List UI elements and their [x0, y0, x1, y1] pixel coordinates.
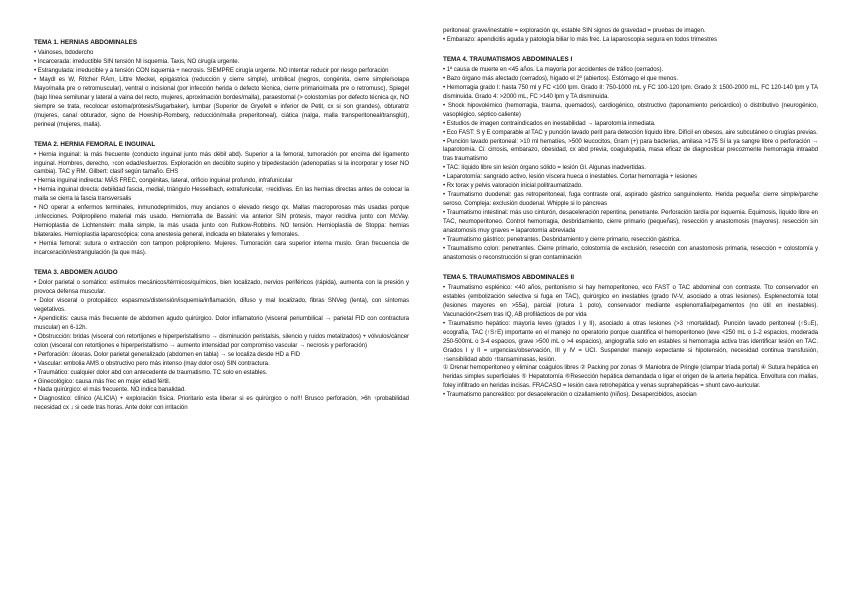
paragraph: • Dolor parietal o somático: estímulos mecánicos/térmicos/químicos, bien localizado, nervios periféricos (rápida), aumenta con la presión y provoca defensa muscular. — [34, 279, 409, 295]
paragraph: • Estudios de imagen contraindicados en inestabilidad → laparotomía inmediata. — [443, 119, 656, 127]
paragraph: • Traumatismo intestinal: más uso cinturón, desaceleración repentina, penetrante. Perforación tardía por isquemia. Equimosis, líquido libre en TAC, neumoperitoneo. Control hemorragia, desbridamiento, cierre primario (pequeñas), resección y anastomosis (mayores). resección sin anastomosis muy graves = laparotomía abreviada — [443, 209, 818, 235]
left-column — [34, 30, 409, 413]
paragraph: • Bazo órgano más afectado (cerrados), hígado el 2º (abiertos). Estómago el que menos. — [443, 74, 678, 82]
paragraph: • Rx torax y pelvis valoración inicial politraumatizado. — [443, 182, 583, 190]
paragraph: • Traumatismo hepático: mayoría leves (grados I y II), asociado a otras lesiones (>3 ↑mortalidad). Punción lavado peritoneal (↑S↓E), ecografía, TAC (↑S↑E) importante en el manejo no operatorio porque cuantifica el hemoperitoneo (leve <250 mL o 1-2 espacios, moderada 250-500mL o 3-4 espacios, grave >500 mL o >4 espacios), angiografía solo en estables si hemorragia activa tras identificar lesión en TAC. Grados I y II = urgencias/observación, III y IV = UCI. Suspender manejo expectante si hipotensión, necesidad continua transfusión, ↑sensibilidad abdo ↑transaminasas, lesión. — [443, 319, 818, 363]
paragraph: • Eco FAST: S y E comparable al TAC y punción lavado perit para detección líquido libre. Difícil en obesos, aire subcutáneo o cirugías previas. — [443, 128, 818, 136]
section-title: TEMA 1. HERNIAS ABDOMINALES — [34, 39, 138, 46]
paragraph: • Nada quirúrgico: el más frecuente. NO indica banalidad. — [34, 386, 186, 394]
paragraph: • NO operar a enfermos terminales, inmunodeprimidos, muy ancianos o elevado riesgo qx. Mallas macroporosas más usadas porque ↓infecciones. Polipropileno material más usado. Herniorrafia de Bassini: via anterior SIN prótesis, mayor recidiva junto con McVay. Hernioplastia de Lichtenstein: malla simple, la más usada junto con Rutkow-Robbins. NO tensión. Hernioplastia de Stoppa: hernias bilaterales. Hernioplastia laparoscópica: cona anestesia general, indicada en bilaterales y femorales. — [34, 204, 409, 239]
paragraph: • Hemorragia grado I: hasta 750 ml y FC <100 lpm. Grado II: 750-1000 mL y FC 100-120 lpm. Grado 3: 1500-2000 mL, FC 120-140 lpm y TA disminuida. Grado 4: >2000 mL, FC >140 lpm y TA disminuida. — [443, 83, 818, 100]
paragraph: peritoneal: grave/inestable = exploración qx, estable SIN signos de gravedad = pruebas de imagen. — [443, 27, 706, 34]
paragraph: ① Drenar hemoperitoneo y eliminar coágulos libres ② Packing por zonas ③ Maniobra de Pringle (clampar tríada portal) ④ Sutura hepática en heridas simples superficiales ⑤ Hepatotomía ⑥Resección hepática demandada o ligar el origen de la arteria hepática. Envoltura con mallas, foley infiltrado en heridas incisas. FRACASO = lesión cava retrohepática y venas suprahepáticas = shunt cavo-auricular. — [443, 364, 818, 390]
paragraph: • Traumatismo duodenal: gas retroperitoneal, fuga contraste oral, aspirado gástrico sanguinolento. Herida pequeña: cierre simple/parche seroso. Compleja: exclusión duodenal. Whipple si lo páncreas — [443, 191, 818, 208]
paragraph: • Traumatismo gástrico: penetrantes. Desbridamiento y cierre primario, resección gástrica. — [443, 236, 681, 244]
paragraph: • Embarazo: apendicitis aguda y patología biliar lo más frec. La laparoscopia segura en todos trimestres — [443, 35, 717, 43]
paragraph: • Obstrucción: bridas (visceral con retortijones e hiperperistaltismo → disminución peristalsis, silencio y ruidos metalizados) + vólvulos/cáncer colon (visceral con retortijones e hiperperistaltismo → aumento intensidad por compromiso vascular → necrosis y perforación) — [34, 332, 409, 349]
paragraph: • 1ª causa de muerte en <45 años. La mayoría por accidentes de tráfico (cerrados). — [443, 65, 664, 73]
paragraph: • Ginecológico: causa más frec en mujer edad fértil. — [34, 377, 171, 385]
paragraph: • Diagnostico: clínico (ALICIA) + exploración física. Prioritario esta liberar si es quirúrgico o no!!! Brusco perforación, >6h ↑probabilidad necesidad cx ↓ si cede tras horas. Ante dolor con irritación — [34, 395, 409, 412]
paragraph: • Vainoses, bdodercho — [34, 49, 94, 56]
paragraph: • Traumático: cualquier dolor abd con antecedente de traumatismo. TC solo en estables. — [34, 368, 268, 376]
paragraph: • Hernia femoral: sutura o extracción con tampon polipropileno. Mujeres. Tumoración cara superior interna muslo. Gran frecuencia de incarceración/estrangulación (la que más). — [34, 240, 409, 257]
paragraph: • Punción lavado peritoneal: >10 ml hematíes, >500 leucocitos, Gram (+) para bacterias, amilasa >175 Si la ya sangre libre o perforación → laparotomía. Ci: cirrosis, embarazo, obesidad, cx abd previa, coagulopatía, masa eficaz de diagnosticar precozmente hemorragia intraabd tras traumatismo — [443, 137, 818, 163]
paragraph: • Shock hipovolémico (hemorragia, trauma, quemados), cardiogénico, obstructivo (taponamiento pericárdico) o distributivo (neurogénico, vasoplégico, séptico caliente) — [443, 101, 818, 118]
section-title: TEMA 4. TRAUMATISMOS ABDOMINALES I — [443, 55, 573, 63]
right-column — [443, 27, 818, 400]
section-title: TEMA 5. TRAUMATISMOS ABDOMINALES II — [443, 273, 574, 281]
section-title: TEMA 3. ABDOMEN AGUDO — [34, 269, 118, 277]
paragraph: • Hernia inguinal: la más frecuente (conducto inguinal junto más débil abd). Superior a la femoral, tumoración por encima del ligamento inguinal. Hombres, derecho, ↑con edad/esfuerzos. Exploración en decúbito supino y bipedestación (adenopatías si la incorporar y toser NO cambia). TAC y RM. Gilbert: clasif según tamaño. EHS — [34, 150, 409, 176]
paragraph: • Dolor visceral o protopático: espasmos/distensión/isquemia/inflamación, difuso y mal localizado, fibras SNVeg (lenta), con síntomas vegetativos. — [34, 296, 409, 313]
paragraph: • Traumatismo pancreático: por desaceleración o cizallamiento (niños). Desapercibidos, asocian — [443, 391, 697, 399]
paragraph: • Traumatismo esplénico: <40 años, peritonismo si hay hemoperitoneo, eco FAST o TAC abdominal con contraste. Tto conservador en estables (embolización selectiva si fuga en TAC), quirúrgico en inestables (grado IV-V, asociado a otras lesiones). Esplenectomía total (lesiones mayores en >55a), parcial (rotura 1 polo), conservador mediante esplenorrafia/pegamentos (no útil en inestables). Vacunación<2sem tras IQ, AB profilácticos de por vida — [443, 283, 818, 318]
paragraph: • Vascular: embolia AMS o obstructivo pero más intenso (may dolor oso) SIN contractura. — [34, 359, 270, 367]
paragraph: • Laparotomía: sangrado activo, lesión víscera hueca o inestables. Cortar hemorragia + lesiones — [443, 173, 698, 181]
paragraph: • Perforación: úlceras. Dolor parietal generalizado (abdomen en tabla) → se localiza desde HD a FID — [34, 350, 301, 358]
section-title: TEMA 2. HERNIA FEMORAL E INGUINAL — [34, 140, 156, 148]
paragraph: • Hernia inguinal indirecta: MÁS FREC, congénitas, lateral, orificio inguinal profundo, infrafunicular — [34, 177, 293, 185]
paragraph: • Estrangulada: irreducible y a tensión CON isquemia + necrosis. SIEMPRE cirugía urgente. NO intentar reducir por riesgo perforación — [34, 66, 389, 74]
paragraph: • Hernia inguinal directa: debilidad fascia, medial, triángulo Hesselbach, extrafunicular, ↑recidivas. En las hernias directas antes de colocar la malla se cierra la fascia transversalis — [34, 186, 409, 203]
paragraph: • Traumatismo colon: penetrantes. Cierre primario, colostomía de exclusión, resección con anastomosis primaria, resección + colostomía y anastomosis o reconstrucción si gran contaminación — [443, 244, 818, 261]
paragraph: • TAC: líquido libre sin lesión órgano sólido = lesión GI. Algunas inadvertidas. — [443, 164, 646, 172]
paragraph: • Maydl es W, Ritcher RAm, Littre Meckel, epigástrica (reducción y cierre simple), umbilical (negros, congénita, cierre simple/solapa Mayo/malla pre o retromuscular), ventral o incisional (por infección herida o defecto técnica, cierre primario/malla pre o retromusc), Spiegel (bajo línea semilunar y lateral a vaina del recto, mujeres, aproximación bordes/malla), paraestomal (> colostomías por defecto técnica qx, NO siempre se trata, recolocar estoma/prótesis/Sugarbaker), lumbar (Superior de Gryefelt e inferior de Petit, cx si son grandes), obturatriz (mujeres, canal obturador, signo de Howship-Romberg, reducción/malla preperitoneal), ciática (nalga, malla transperitoneal/transglút), perineal (mujeres, malla). — [34, 75, 409, 128]
paragraph: • Apendicitis: causa más frecuente de abdomen agudo quirúrgico. Dolor inflamatorio (visceral periumbilical → parietal FID con contractura muscular) en 6-12h. — [34, 314, 409, 331]
paragraph: • Incarcerada: irreductible SIN tensión NI isquemia. Taxis, NO cirugía urgente. — [34, 57, 240, 65]
